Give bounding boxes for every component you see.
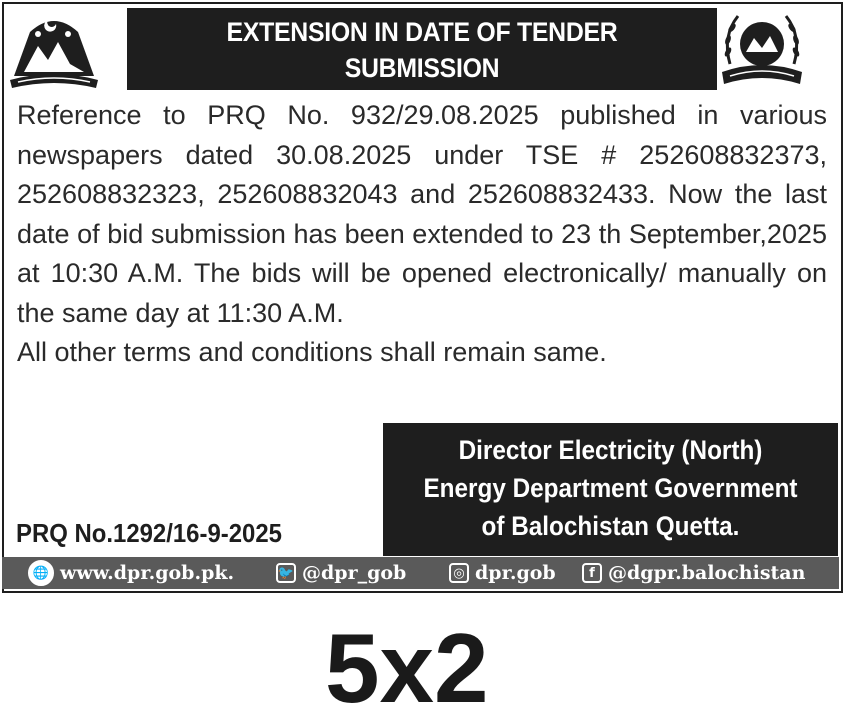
facebook-handle[interactable]: @dgpr.balochistan	[608, 562, 806, 584]
notice-body	[17, 96, 827, 373]
prq-number: PRQ No.1292/16-9-2025	[16, 518, 282, 548]
signatory-line-3: of Balochistan Quetta.	[481, 511, 740, 541]
instagram-handle[interactable]: dpr.gob	[475, 562, 556, 584]
title-line-1: EXTENSION IN DATE OF TENDER	[226, 17, 618, 47]
notice-title	[127, 8, 717, 90]
body-paragraph-2: All other terms and conditions shall remain same.	[17, 337, 607, 367]
body-paragraph-1: Reference to PRQ No. 932/29.08.2025 published in various newspapers dated 30.08.2025 under TSE # 252608832373, 252608832323, 252608832043 and 252608832433. Now the last date of bid submission has been extended to 23 th September,2025 at 10:30 A.M. The bids will be opened electronically/ manually on the same day at 11:30 A.M.	[17, 100, 827, 328]
website-link[interactable]: www.dpr.gob.pk.	[60, 562, 235, 584]
signatory-line-2: Energy Department Government	[423, 473, 798, 503]
balochistan-emblem-icon	[8, 6, 100, 90]
title-line-2: SUBMISSION	[344, 53, 500, 83]
globe-icon: 🌐	[28, 560, 54, 586]
dgpr-emblem-icon	[716, 6, 808, 90]
facebook-icon: f	[582, 563, 602, 583]
twitter-handle[interactable]: @dpr_gob	[302, 562, 407, 584]
signatory-line-1: Director Electricity (North)	[458, 435, 763, 465]
twitter-icon: 🐦	[276, 563, 296, 583]
instagram-icon: ◎	[449, 563, 469, 583]
signatory-block	[383, 423, 838, 556]
contact-footer	[2, 557, 839, 589]
ad-size-label: 5x2	[325, 613, 489, 723]
